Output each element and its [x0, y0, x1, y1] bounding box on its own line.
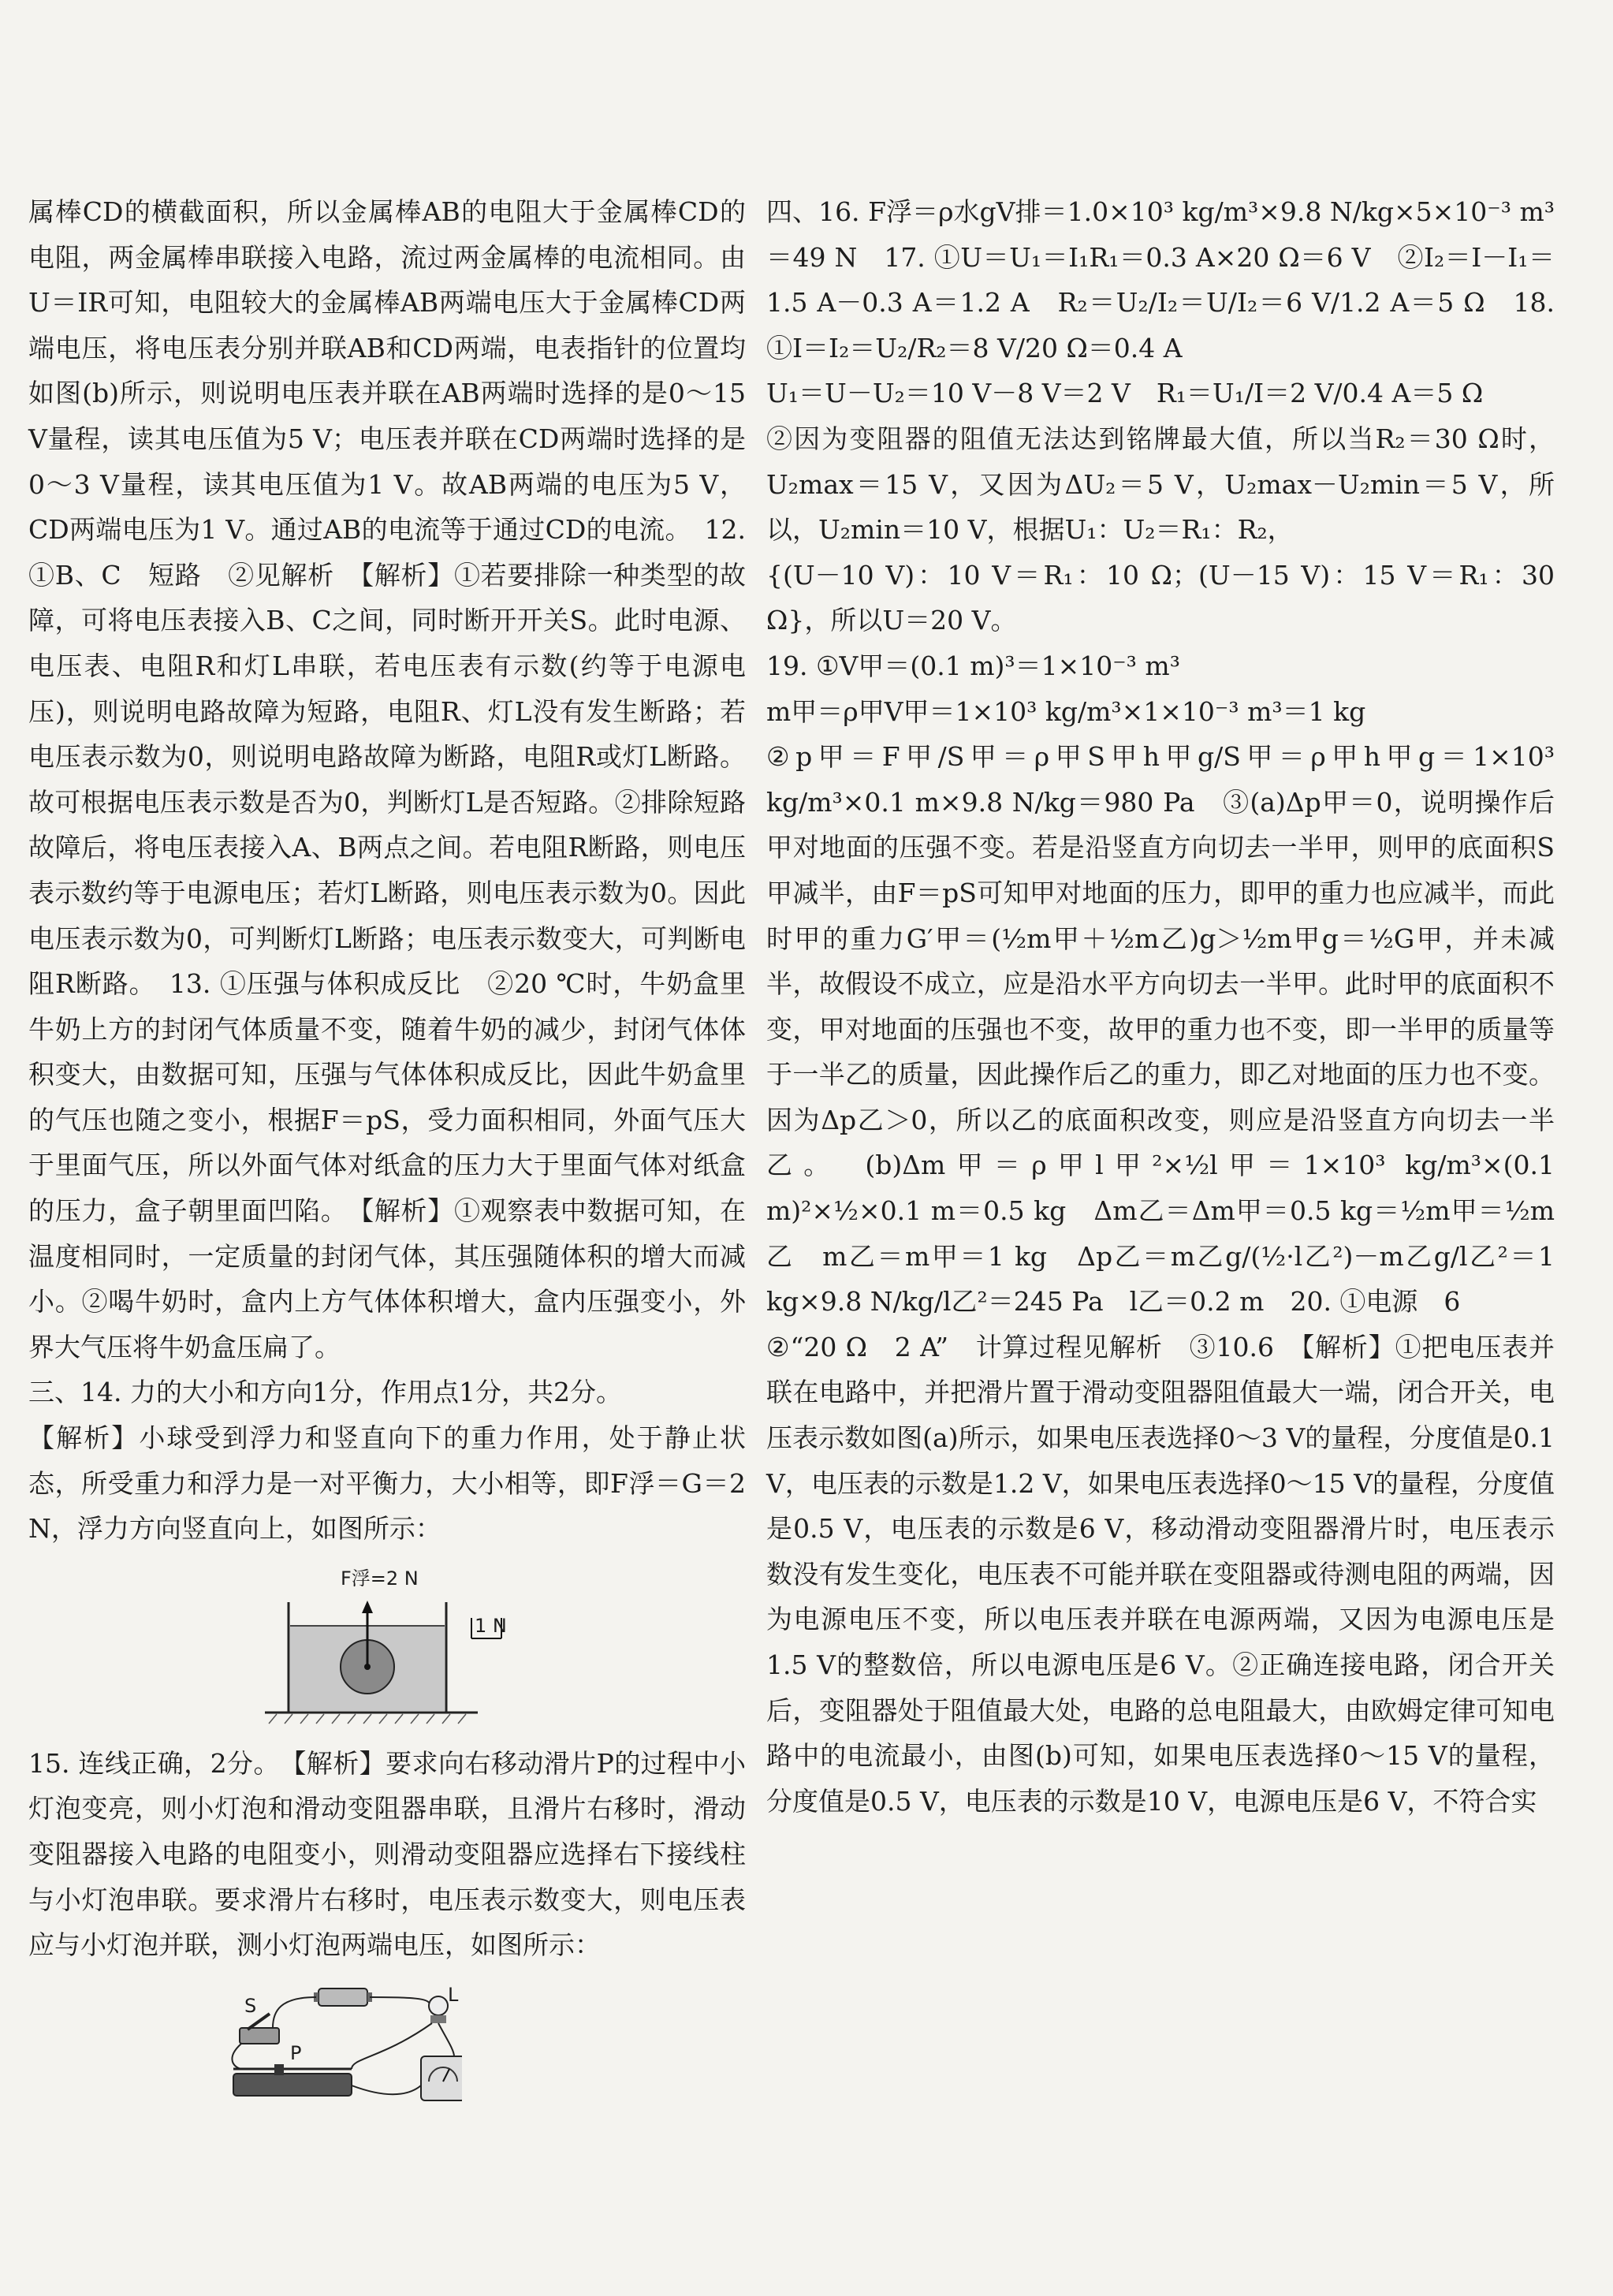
left-paragraph-4: 15. 连线正确，2分。 【解析】要求向右移动滑片P的过程中小灯泡变亮，则小灯泡和滑动变阻器串联，且滑片右移时，滑动变阻器接入电路的电阻变小，则滑动变阻器应选择右下接线柱与小灯泡串联。要求滑片右移时，电压表示数变大，则电压表应与小灯泡并联，测小灯泡两端电压，如图所示：	[28, 1747, 746, 1961]
right-line-5: 19. ①V甲＝(0.1 m)³＝1×10⁻³ m³	[766, 650, 1180, 681]
lamp-label: L	[448, 1983, 459, 2006]
left-paragraph-2: 三、14. 力的大小和方向1分，作用点1分，共2分。	[28, 1377, 622, 1408]
left-paragraph-1: 属棒CD的横截面积，所以金属棒AB的电阻大于金属棒CD的电阻，两金属棒串联接入电路，流过两金属棒的电流相同。由U＝IR可知，电阻较大的金属棒AB两端电压大于金属棒CD两端电压，将电压表分别并联AB和CD两端，电表指针的位置均如图(b)所示，则说明电压表并联在AB两端时选择的是0～15 V量程，读其电压值为5 V；电压表并联在CD两端时选择的是0～3 V量程，读其电压值为1 V。故AB两端的电压为5 V，CD两端电压为1 V。通过AB的电流等于通过CD的电流。 12. ①B、C 短路 ②见解析 【解析】①若要排除一种类型的故障，可将电压表接入B、C之间，同时断开开关S。此时电源、电压表、电阻R和灯L串联，若电压表有示数(约等于电源电压)，则说明电路故障为短路，电阻R、灯L没有发生断路；若电压表示数为0，则说明电路故障为断路，电阻R或灯L断路。故可根据电压表示数是否为0，判断灯L是否短路。②排除短路故障后，将电压表接入A、B两点之间。若电阻R断路，则电压表示数约等于电源电压；若灯L断路，则电压表示数为0。因此电压表示数为0，可判断灯L断路；电压表示数变大，可判断电阻R断路。 13. ①压强与体积成反比 ②20 ℃时，牛奶盒里牛奶上方的封闭气体质量不变，随着牛奶的减少，封闭气体体积变大，由数据可知，压强与气体体积成反比，因此牛奶盒里的气压也随之变小，根据F＝pS，受力面积相同，外面气压大于里面气压，所以外面气体对纸盒的压力大于里面气体对纸盒的压力，盒子朝里面凹陷。 【解析】①观察表中数据可知，在温度相同时，一定质量的封闭气体，其压强随体积的增大而减小。②喝牛奶时，盒内上方气体体积增大，盒内压强变小，外界大气压将牛奶盒压扁了。	[28, 196, 746, 1362]
left-paragraph-3: 【解析】小球受到浮力和竖直向下的重力作用，处于静止状态，所受重力和浮力是一对平衡力，大小相等，即F浮＝G＝2 N，浮力方向竖直向上，如图所示：	[28, 1422, 746, 1545]
buoyancy-figure	[265, 1563, 517, 1728]
switch-label: S	[244, 1994, 257, 2017]
right-line-7: ②p甲＝F甲/S甲＝ρ甲S甲h甲g/S甲＝ρ甲h甲g＝1×10³ kg/m³×0.1 m×9.8 N/kg＝980 Pa ③(a)Δp甲＝0，说明操作后甲对地面的压强不变。若是沿竖直方向切去一半甲，则甲的底面积S甲减半，由F＝pS可知甲对地面的压力，即甲的重力也应减半，而此时甲的重力G′甲＝(½m甲＋½m乙)g＞½m甲g＝½G甲，并未减半，故假设不成立，应是沿水平方向切去一半甲。此时甲的底面积不变，甲对地面的压强也不变，故甲的重力也不变，即一半甲的质量等于一半乙的质量，因此操作后乙的重力，即乙对地面的压力也不变。因为Δp乙＞0，所以乙的底面积改变，则应是沿竖直方向切去一半乙。 (b)Δm甲＝ρ甲l甲²×½l甲＝1×10³ kg/m³×(0.1 m)²×½×0.1 m＝0.5 kg Δm乙＝Δm甲＝0.5 kg＝½m甲＝½m乙 m乙＝m甲＝1 kg Δp乙＝m乙g/(½·l乙²)－m乙g/l乙²＝1 kg×9.8 N/kg/l乙²＝245 Pa l乙＝0.2 m 20. ①电源 6	[766, 741, 1555, 1318]
force-scale-label: 1 N	[475, 1614, 507, 1637]
right-line-8: ②“20 Ω 2 A” 计算过程见解析 ③10.6 【解析】①把电压表并联在电路中，并把滑片置于滑动变阻器阻值最大一端，闭合开关，电压表示数如图(a)所示，如果电压表选择0～3 V的量程，分度值是0.1 V，电压表的示数是1.2 V，如果电压表选择0～15 V的量程，分度值是0.5 V，电压表的示数是6 V，移动滑动变阻器滑片时，电压表示数没有发生变化，电压表不可能并联在变阻器或待测电阻的两端，因为电源电压不变，所以电压表并联在电源两端，又因为电源电压是1.5 V的整数倍，所以电源电压是6 V。②正确连接电路，闭合开关后，变阻器处于阻值最大处，电路的总电阻最大，由欧姆定律可知电路中的电流最小，由图(b)可知，如果电压表选择0～15 V的量程，分度值是0.5 V，电压表的示数是10 V，电源电压是6 V，不符合实	[766, 1331, 1555, 1817]
circuit-diagram	[225, 1979, 462, 2133]
right-line-3: ②因为变阻器的阻值无法达到铭牌最大值，所以当R₂＝30 Ω时，U₂max＝15 V，又因为ΔU₂＝5 V，U₂max－U₂min＝5 V，所以，U₂min＝10 V，根据U₁：U₂＝R₁：R₂，	[766, 423, 1555, 546]
left-column	[28, 189, 746, 2145]
right-line-1: 四、16. F浮＝ρ水gV排＝1.0×10³ kg/m³×9.8 N/kg×5×10⁻³ m³＝49 N 17. ①U＝U₁＝I₁R₁＝0.3 A×20 Ω＝6 V ②I₂＝I－I₁＝1.5 A－0.3 A＝1.2 A R₂＝U₂/I₂＝U/I₂＝6 V/1.2 A＝5 Ω 18. ①I＝I₂＝U₂/R₂＝8 V/20 Ω＝0.4 A	[766, 196, 1555, 363]
right-line-6: m甲＝ρ甲V甲＝1×10³ kg/m³×1×10⁻³ m³＝1 kg	[766, 695, 1366, 727]
right-column	[766, 189, 1555, 1824]
slider-label: P	[290, 2041, 302, 2064]
right-line-2: U₁＝U－U₂＝10 V－8 V＝2 V R₁＝U₁/I＝2 V/0.4 A＝5 Ω	[766, 378, 1484, 409]
right-line-4: {(U－10 V)：10 V＝R₁：10 Ω；(U－15 V)：15 V＝R₁：30 Ω}，所以U＝20 V。	[766, 559, 1555, 636]
circuit-figure	[225, 1979, 462, 2133]
buoyancy-force-label: F浮=2 N	[341, 1567, 419, 1590]
